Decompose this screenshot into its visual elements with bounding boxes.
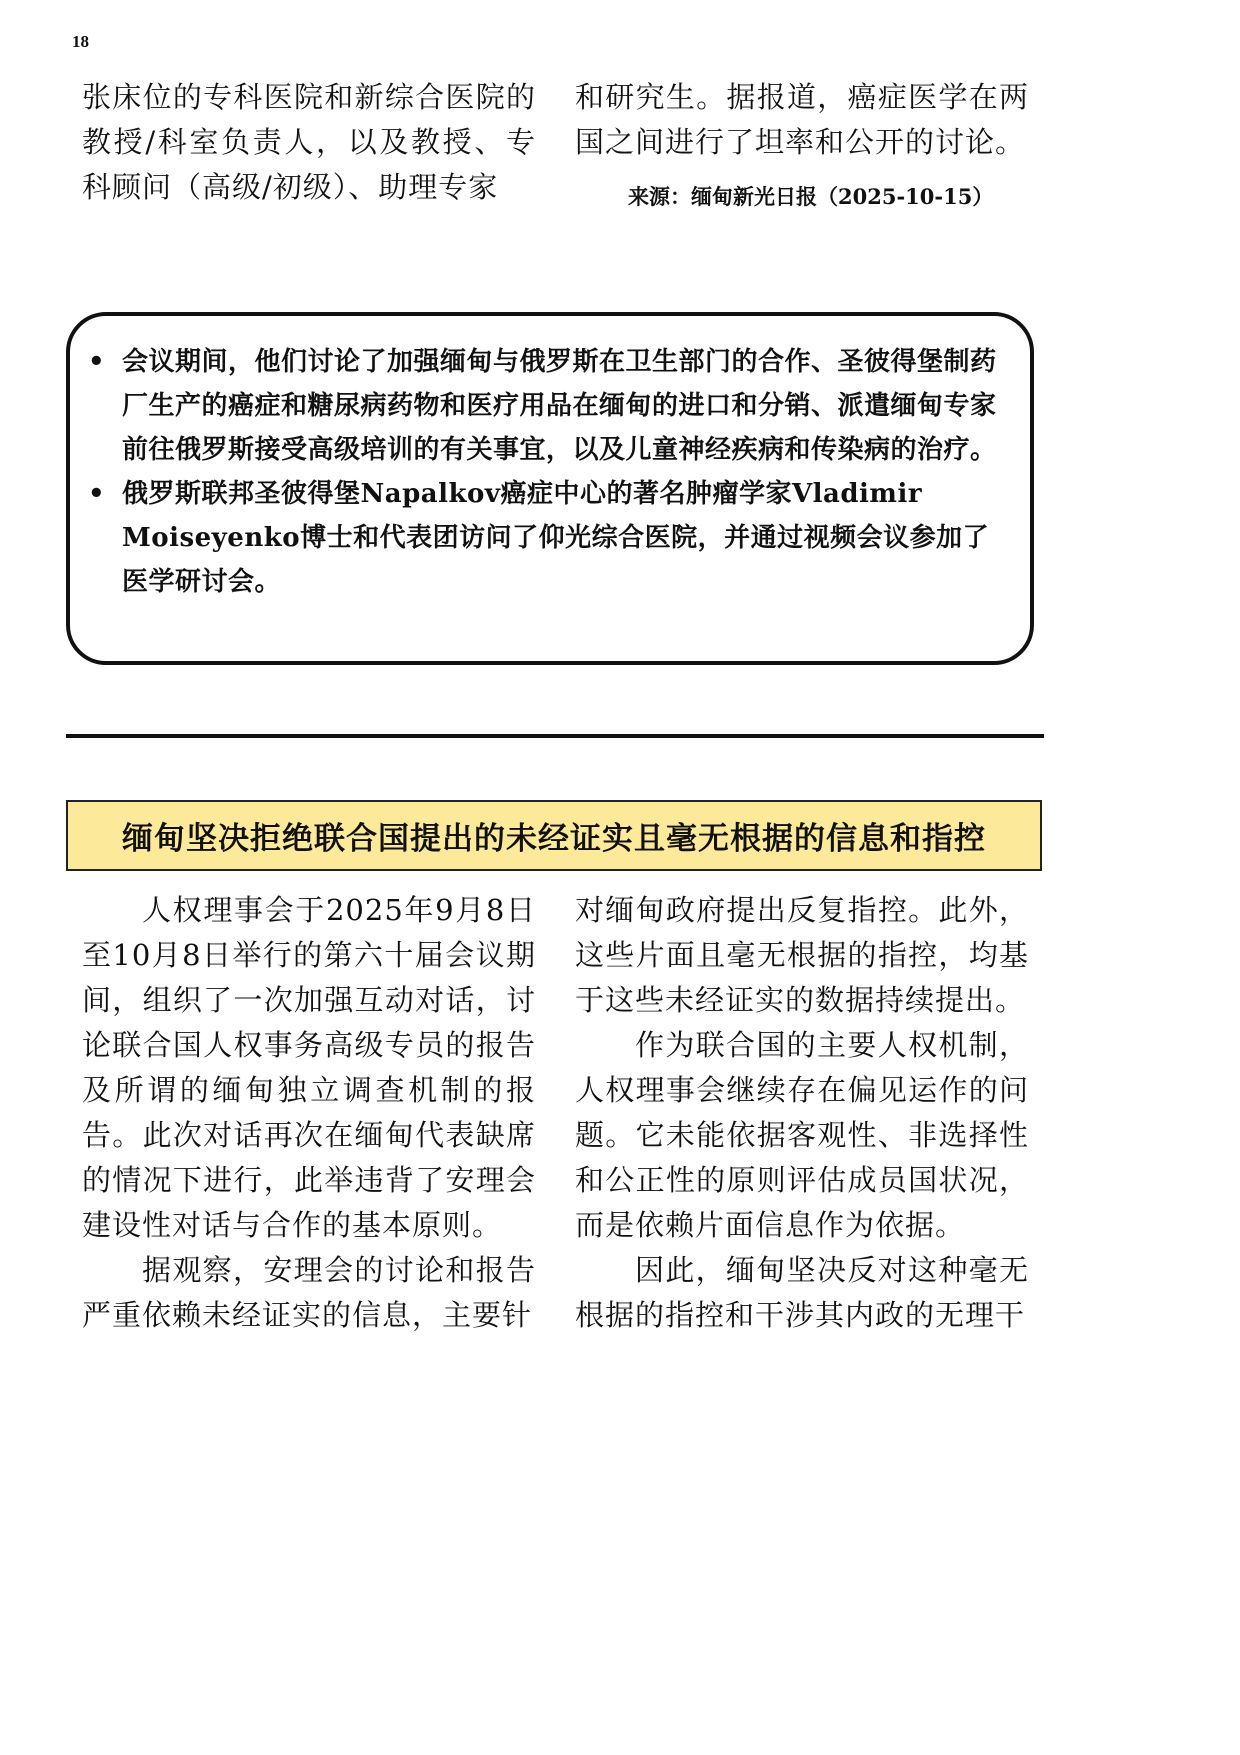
article2-headline-box — [66, 800, 1042, 871]
article2-right-paragraph: 因此，缅甸坚决反对这种毫无根据的指控和干涉其内政的无理干 — [575, 1253, 1029, 1332]
article2-right-paragraph: 对缅甸政府提出反复指控。此外，这些片面且毫无根据的指控，均基于这些未经证实的数据持续提出。 — [575, 893, 1029, 1017]
article1-left-column — [82, 75, 536, 210]
bullet-icon: • — [88, 479, 106, 509]
callout-list — [70, 316, 1030, 604]
article2-left-paragraph: 人权理事会于2025年9月8日至10月8日举行的第六十届会议期间，组织了一次加强互动对话，讨论联合国人权事务高级专员的报告及所谓的缅甸独立调查机制的报告。此次对话再次在缅甸代表缺席的情况下进行，此举违背了安理会建设性对话与合作的基本原则。 — [82, 893, 536, 1242]
callout-bullet-text: 会议期间，他们讨论了加强缅甸与俄罗斯在卫生部门的合作、圣彼得堡制药厂生产的癌症和糖尿病药物和医疗用品在缅甸的进口和分销、派遣缅甸专家前往俄罗斯接受高级培训的有关事宜，以及儿童神经疾病和传染病的治疗。 — [122, 347, 997, 465]
section-divider — [66, 734, 1044, 738]
callout-bullet-text: 俄罗斯联邦圣彼得堡Napalkov癌症中心的著名肿瘤学家Vladimir Moiseyenko博士和代表团访问了仰光综合医院，并通过视频会议参加了医学研讨会。 — [122, 479, 990, 597]
callout-bullet-item — [88, 472, 1010, 604]
article2-left-column — [82, 888, 536, 1338]
callout-bullet-item — [88, 340, 1010, 472]
article2-right-paragraph: 作为联合国的主要人权机制，人权理事会继续存在偏见运作的问题。它未能依据客观性、非选择性和公正性的原则评估成员国状况，而是依赖片面信息作为依据。 — [575, 1028, 1029, 1242]
bullet-icon: • — [88, 347, 106, 377]
article1-right-paragraph: 和研究生。据报道，癌症医学在两国之间进行了坦率和公开的讨论。 — [575, 80, 1029, 159]
callout-box — [66, 312, 1034, 665]
page-number: 18 — [72, 32, 89, 51]
article1-right-column — [575, 75, 1029, 165]
article1-source: 来源：缅甸新光日报（2025-10-15） — [628, 184, 994, 209]
article1-left-paragraph: 张床位的专科医院和新综合医院的教授/科室负责人，以及教授、专科顾问（高级/初级）、助理专家 — [82, 80, 536, 204]
article2-right-column — [575, 888, 1029, 1338]
article2-left-paragraph: 据观察，安理会的讨论和报告严重依赖未经证实的信息，主要针 — [82, 1253, 536, 1332]
article2-headline: 缅甸坚决拒绝联合国提出的未经证实且毫无根据的信息和指控 — [122, 821, 986, 857]
